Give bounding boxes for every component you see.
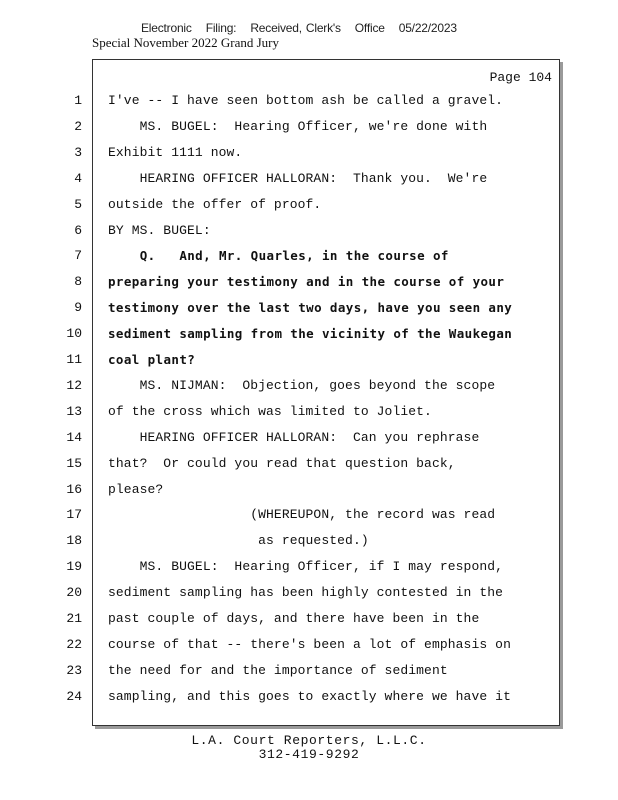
court-reporter-name: L.A. Court Reporters, L.L.C. <box>191 733 427 748</box>
transcript-line: sampling, and this goes to exactly where we have it <box>108 689 511 704</box>
transcript-line: the need for and the importance of sediment <box>108 663 448 678</box>
line-number: 7 <box>74 248 82 263</box>
stamp-word: Clerk's <box>305 21 341 35</box>
transcript-line: outside the offer of proof. <box>108 197 322 212</box>
transcript-line: sediment sampling from the vicinity of the Waukegan <box>108 326 513 341</box>
court-reporter-phone: 312-419-9292 <box>258 747 360 762</box>
electronic-filing-stamp <box>141 21 471 35</box>
transcript-line: Q. And, Mr. Quarles, in the course of <box>108 248 449 263</box>
line-number: 5 <box>74 197 82 212</box>
line-number: 2 <box>74 119 82 134</box>
transcript-line: HEARING OFFICER HALLORAN: Can you rephrase <box>108 430 480 445</box>
line-number: 14 <box>66 430 82 445</box>
line-number: 24 <box>66 689 82 704</box>
line-number: 15 <box>66 456 82 471</box>
line-number: 3 <box>74 145 82 160</box>
line-number: 1 <box>74 93 82 108</box>
transcript-line: past couple of days, and there have been in the <box>108 611 480 626</box>
line-number: 17 <box>66 507 82 522</box>
transcript-line: of the cross which was limited to Joliet. <box>108 404 432 419</box>
line-number: 11 <box>66 352 82 367</box>
grand-jury-heading: Special November 2022 Grand Jury <box>92 35 280 50</box>
line-number: 8 <box>74 274 82 289</box>
line-number: 21 <box>66 611 82 626</box>
transcript-line: (WHEREUPON, the record was read <box>108 507 496 522</box>
line-number: 13 <box>66 404 82 419</box>
line-number: 19 <box>66 559 82 574</box>
line-number: 6 <box>74 223 82 238</box>
transcript-line: that? Or could you read that question back, <box>108 456 456 471</box>
stamp-date: 05/22/2023 <box>398 21 457 35</box>
transcript-line: Exhibit 1111 now. <box>108 145 243 160</box>
transcript-line: preparing your testimony and in the course of your <box>108 274 505 289</box>
stamp-word: Filing: <box>205 21 237 35</box>
stamp-word: Office <box>354 21 385 35</box>
line-number: 9 <box>74 300 82 315</box>
transcript-line: testimony over the last two days, have you seen any <box>108 300 513 315</box>
transcript-line: sediment sampling has been highly contested in the <box>108 585 504 600</box>
transcript-line: MS. NIJMAN: Objection, goes beyond the scope <box>108 378 496 393</box>
line-number: 10 <box>66 326 82 341</box>
line-number: 16 <box>66 482 82 497</box>
transcript-line: BY MS. BUGEL: <box>108 223 211 238</box>
line-number: 18 <box>66 533 82 548</box>
transcript-line: coal plant? <box>108 352 196 367</box>
transcript-line: please? <box>108 482 164 497</box>
transcript-line: MS. BUGEL: Hearing Officer, we're done with <box>108 119 488 134</box>
transcript-line: as requested.) <box>108 533 369 548</box>
line-number: 4 <box>74 171 82 186</box>
stamp-word: Received, <box>250 21 302 35</box>
transcript-line: HEARING OFFICER HALLORAN: Thank you. We're <box>108 171 488 186</box>
transcript-line: MS. BUGEL: Hearing Officer, if I may respond, <box>108 559 504 574</box>
line-number: 23 <box>66 663 82 678</box>
page-number: Page 104 <box>489 70 552 85</box>
line-number: 22 <box>66 637 82 652</box>
transcript-line: I've -- I have seen bottom ash be called a gravel. <box>108 93 504 108</box>
transcript-line: course of that -- there's been a lot of emphasis on <box>108 637 511 652</box>
line-number: 12 <box>66 378 82 393</box>
line-number: 20 <box>66 585 82 600</box>
stamp-word: Electronic <box>141 21 192 35</box>
